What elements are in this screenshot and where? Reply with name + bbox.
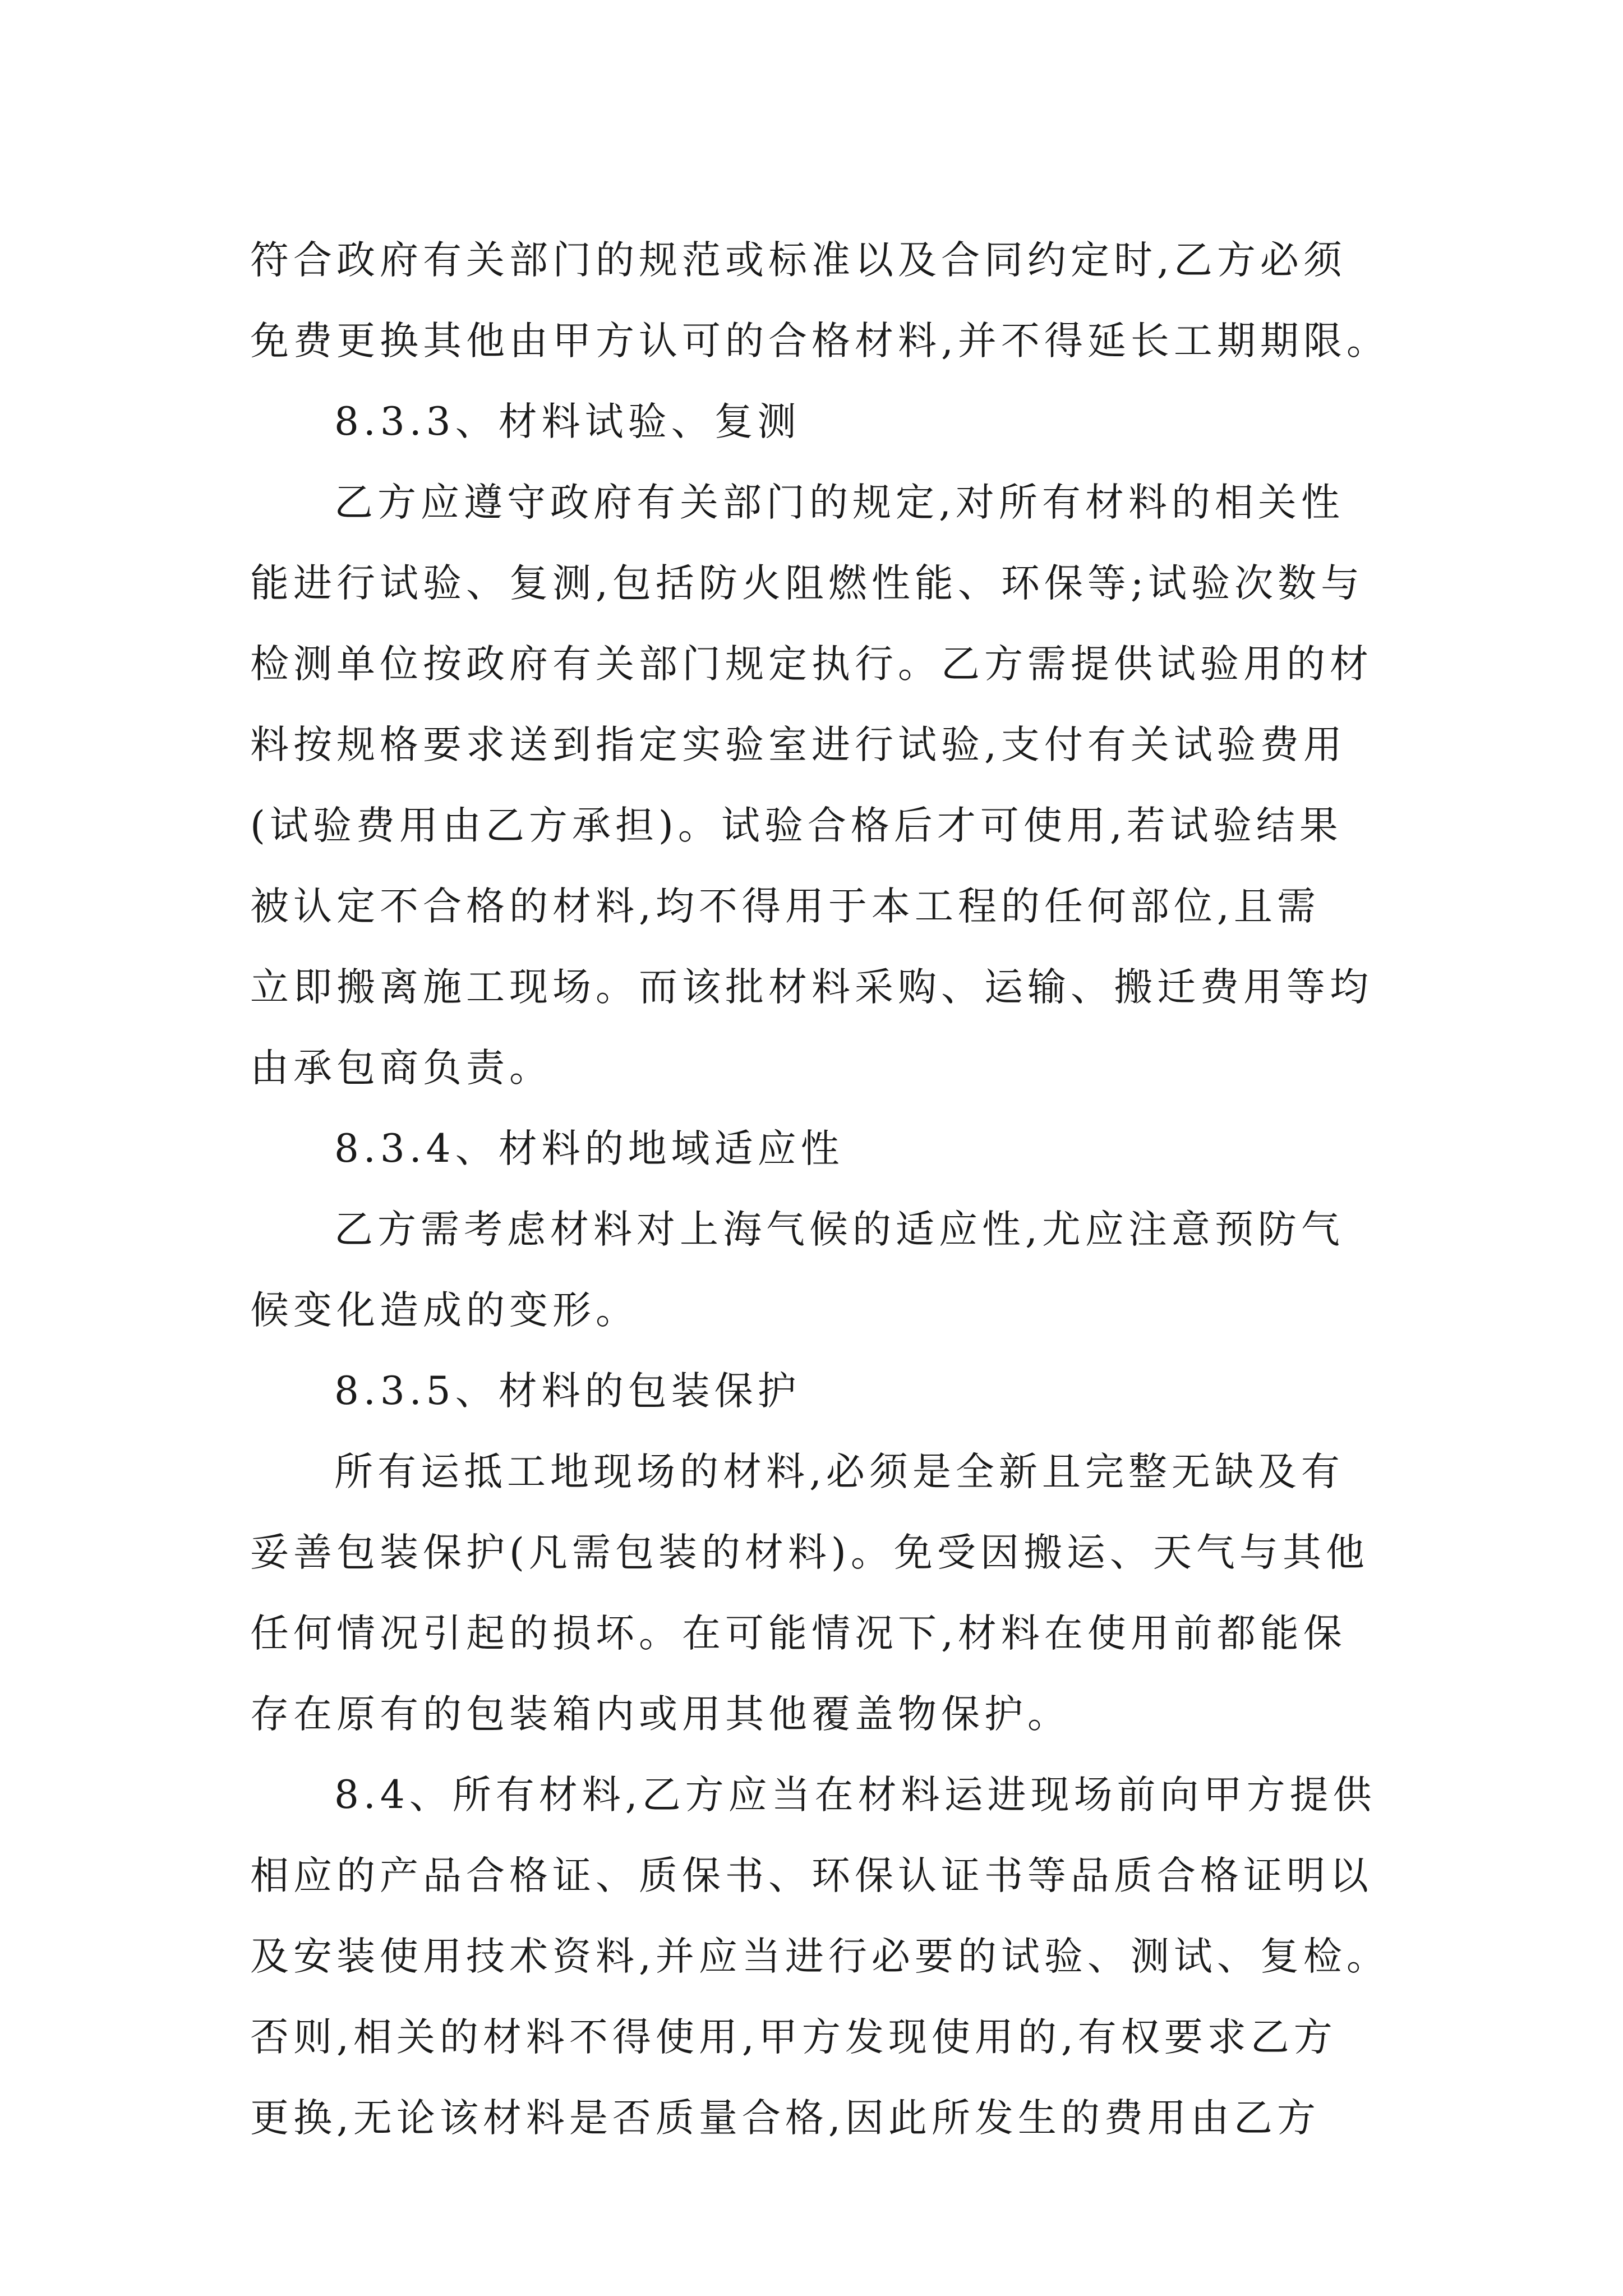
text-line: 能进行试验、复测,包括防火阻燃性能、环保等;试验次数与	[250, 561, 1364, 606]
text-line: 检测单位按政府有关部门规定执行。乙方需提供试验用的材	[250, 642, 1373, 687]
text-line: 妥善包装保护(凡需包装的材料)。免受因搬运、天气与其他	[250, 1530, 1369, 1575]
text-line: 立即搬离施工现场。而该批材料采购、运输、搬迁费用等均	[250, 965, 1373, 1010]
text-line: 由承包商负责。	[250, 1046, 552, 1091]
text-line: 及安装使用技术资料,并应当进行必要的试验、测试、复检。	[250, 1934, 1390, 1979]
text-line: 被认定不合格的材料,均不得用于本工程的任何部位,且需	[250, 884, 1320, 929]
text-line: 免费更换其他由甲方认可的合格材料,并不得延长工期期限。	[250, 319, 1390, 364]
text-line: 所有运抵工地现场的材料,必须是全新且完整无缺及有	[334, 1450, 1344, 1494]
text-line: 料按规格要求送到指定实验室进行试验,支付有关试验费用	[250, 723, 1347, 767]
text-line: 符合政府有关部门的规范或标准以及合同约定时,乙方必须	[250, 238, 1347, 283]
text-line: 更换,无论该材料是否质量合格,因此所发生的费用由乙方	[250, 2096, 1320, 2141]
text-line: 乙方应遵守政府有关部门的规定,对所有材料的相关性	[334, 480, 1344, 525]
text-line: 乙方需考虑材料对上海气候的适应性,尤应注意预防气	[334, 1207, 1344, 1252]
text-line: 8.3.5、材料的包装保护	[334, 1369, 801, 1414]
text-line: 8.3.4、材料的地域适应性	[334, 1126, 844, 1171]
text-line: 任何情况引起的损坏。在可能情况下,材料在使用前都能保	[250, 1611, 1347, 1656]
text-line: 存在原有的包装箱内或用其他覆盖物保护。	[250, 1692, 1071, 1737]
text-line: 候变化造成的变形。	[250, 1288, 639, 1333]
text-line: 否则,相关的材料不得使用,甲方发现使用的,有权要求乙方	[250, 2015, 1337, 2060]
text-line: 相应的产品合格证、质保书、环保认证书等品质合格证明以	[250, 1853, 1373, 1898]
text-line: 8.3.3、材料试验、复测	[334, 399, 801, 444]
text-line: (试验费用由乙方承担)。试验合格后才可使用,若试验结果	[250, 803, 1343, 848]
document-body	[250, 220, 1390, 2159]
text-line: 8.4、所有材料,乙方应当在材料运进现场前向甲方提供	[334, 1773, 1376, 1818]
